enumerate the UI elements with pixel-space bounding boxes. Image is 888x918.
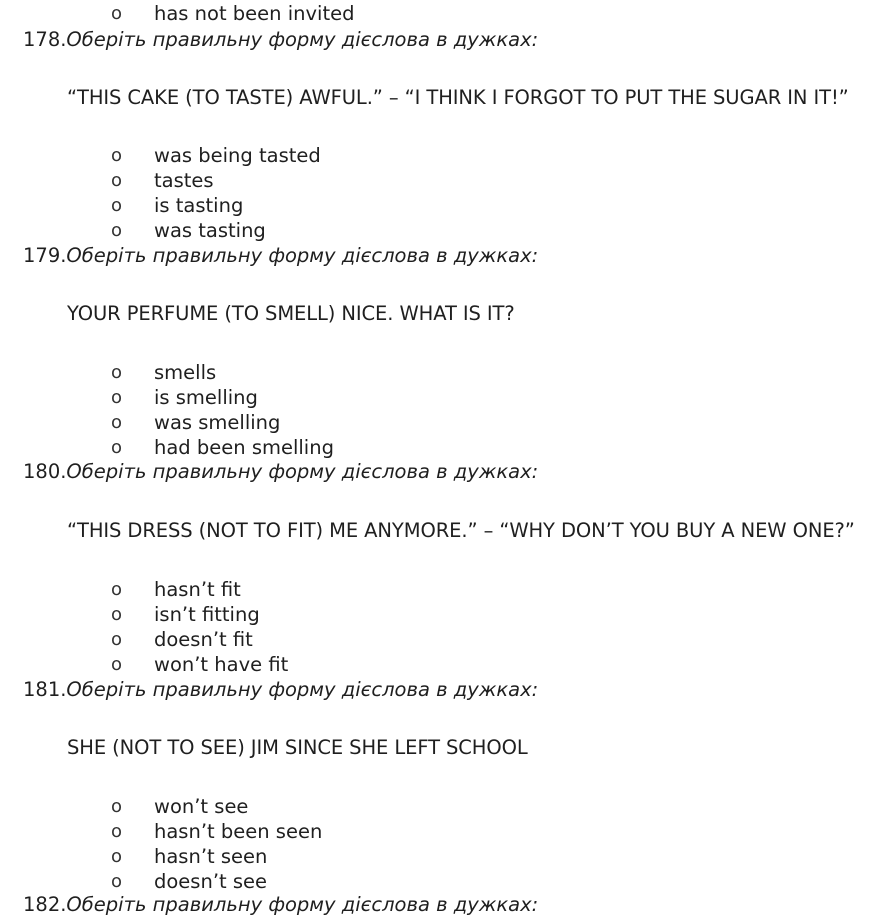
question-instruction: Оберіть правильну форму дієслова в дужках:	[66, 460, 539, 483]
question-number: 178.	[23, 28, 67, 51]
answer-option-label: was being tasted	[154, 144, 321, 167]
radio-bullet-icon[interactable]: o	[111, 362, 123, 383]
radio-bullet-icon[interactable]: o	[111, 3, 123, 24]
radio-bullet-icon[interactable]: o	[111, 170, 123, 191]
question-header	[23, 459, 538, 485]
radio-bullet-icon[interactable]: o	[111, 220, 123, 241]
question-number: 179.	[23, 244, 67, 267]
question-number: 180.	[23, 460, 67, 483]
radio-bullet-icon[interactable]: o	[111, 871, 123, 892]
answer-option-label: hasn’t been seen	[154, 820, 323, 843]
radio-bullet-icon[interactable]: o	[111, 387, 123, 408]
question-instruction: Оберіть правильну форму дієслова в дужках:	[66, 28, 539, 51]
answer-option-label: hasn’t seen	[154, 845, 268, 868]
answer-option-label: was smelling	[154, 411, 281, 434]
question-header	[23, 243, 538, 269]
answer-option-label: had been smelling	[154, 436, 334, 459]
answer-option-label: isn’t fitting	[154, 603, 260, 626]
answer-option-label: hasn’t fit	[154, 578, 241, 601]
radio-bullet-icon[interactable]: o	[111, 145, 123, 166]
answer-option-label: is tasting	[154, 194, 244, 217]
answer-option-label: doesn’t fit	[154, 628, 253, 651]
answer-option-label: doesn’t see	[154, 870, 268, 893]
question-instruction: Оберіть правильну форму дієслова в дужках:	[66, 244, 539, 267]
question-number: 181.	[23, 678, 67, 701]
radio-bullet-icon[interactable]: o	[111, 846, 123, 867]
answer-option-label: won’t see	[154, 795, 249, 818]
answer-option-label: won’t have fit	[154, 653, 289, 676]
question-header	[23, 27, 538, 53]
question-prompt: YOUR PERFUME (TO SMELL) NICE. WHAT IS IT?	[67, 302, 515, 325]
question-prompt: “THIS CAKE (TO TASTE) AWFUL.” – “I THINK I FORGOT TO PUT THE SUGAR IN IT!”	[67, 86, 849, 109]
question-instruction: Оберіть правильну форму дієслова в дужках:	[66, 893, 539, 916]
answer-option-label: has not been invited	[154, 2, 355, 25]
radio-bullet-icon[interactable]: o	[111, 604, 123, 625]
radio-bullet-icon[interactable]: o	[111, 437, 123, 458]
radio-bullet-icon[interactable]: o	[111, 654, 123, 675]
radio-bullet-icon[interactable]: o	[111, 412, 123, 433]
radio-bullet-icon[interactable]: o	[111, 821, 123, 842]
question-instruction: Оберіть правильну форму дієслова в дужках:	[66, 678, 539, 701]
question-number: 182.	[23, 893, 67, 916]
question-prompt: SHE (NOT TO SEE) JIM SINCE SHE LEFT SCHOOL	[67, 736, 528, 759]
answer-option-label: smells	[154, 361, 217, 384]
question-header	[23, 892, 538, 918]
radio-bullet-icon[interactable]: o	[111, 796, 123, 817]
radio-bullet-icon[interactable]: o	[111, 195, 123, 216]
question-prompt: “THIS DRESS (NOT TO FIT) ME ANYMORE.” – “WHY DON’T YOU BUY A NEW ONE?”	[67, 519, 855, 542]
question-header	[23, 677, 538, 703]
answer-option-label: was tasting	[154, 219, 266, 242]
answer-option-label: is smelling	[154, 386, 258, 409]
answer-option-label: tastes	[154, 169, 214, 192]
radio-bullet-icon[interactable]: o	[111, 629, 123, 650]
radio-bullet-icon[interactable]: o	[111, 579, 123, 600]
